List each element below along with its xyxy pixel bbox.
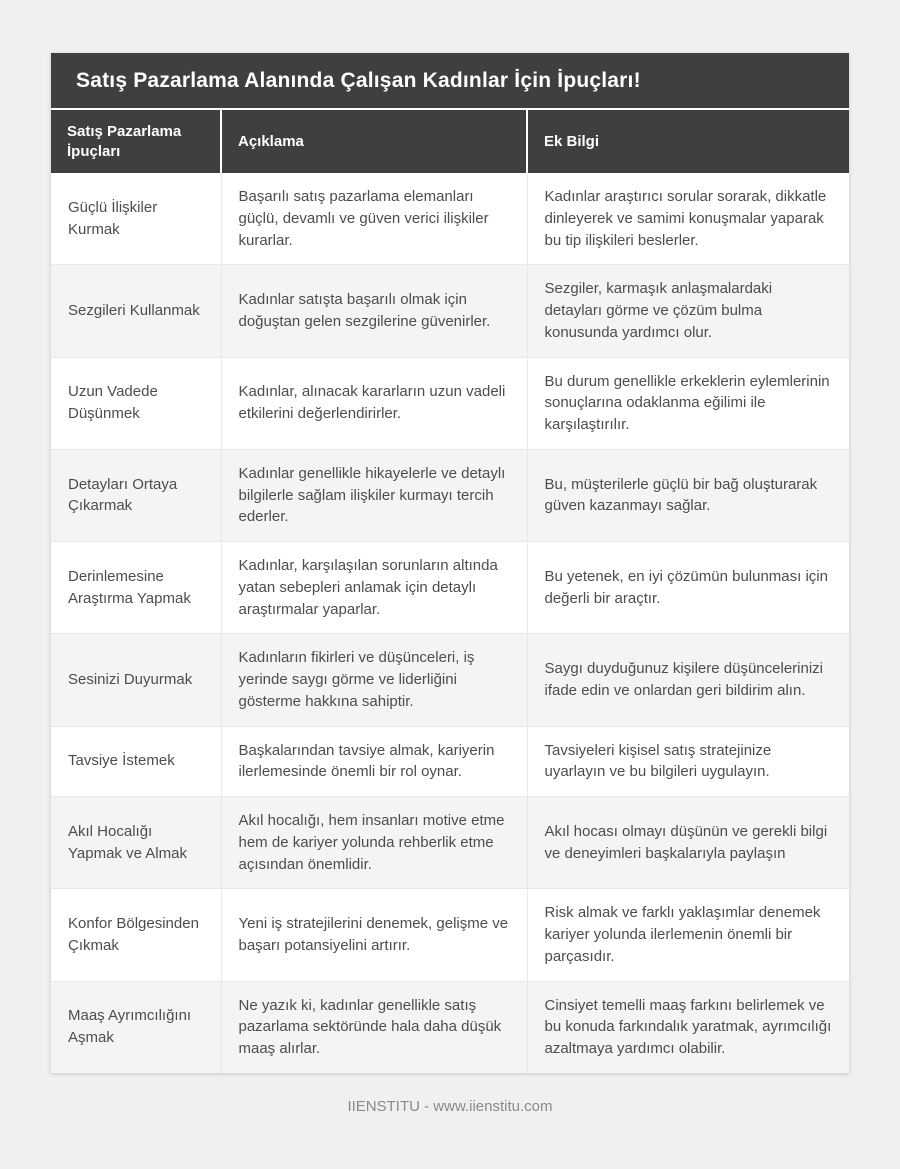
extra-info-cell: Cinsiyet temelli maaş farkını belirlemek ve bu konuda farkındalık yaratmak, ayrımcılığı azaltmaya yardımcı olabilir. [527,981,849,1073]
table-row [51,357,849,449]
tip-name-cell: Güçlü İlişkiler Kurmak [68,198,158,238]
extra-info-cell: Risk almak ve farklı yaklaşımlar denemek kariyer yolunda ilerlemenin önemli bir parçasıdır. [527,889,849,981]
extra-info-cell: Sezgiler, karmaşık anlaşmalardaki detayları görme ve çözüm bulma konusunda yardımcı olur. [527,265,849,357]
table-row [51,173,849,265]
extra-info-cell: Kadınlar araştırıcı sorular sorarak, dikkatle dinleyerek ve samimi konuşmalar yaparak bu tip ilişkileri beslerler. [527,173,849,265]
tip-name-cell: Sezgileri Kullanmak [51,265,221,357]
tip-name-cell: Detayları Ortaya Çıkarmak [51,449,221,541]
table-row [51,726,849,797]
description-cell: Kadınlar, alınacak kararların uzun vadeli etkilerini değerlendirirler. [221,357,527,449]
tip-name-cell: Derinlemesine Araştırma Yapmak [51,542,221,634]
description-cell: Akıl hocalığı, hem insanları motive etme hem de kariyer yolunda rehberlik etme açısından önemlidir. [221,797,527,889]
table-row [51,265,849,357]
column-header-extra-info: Ek Bilgi [527,110,849,173]
tip-name-cell: Sesinizi Duyurmak [51,634,221,726]
tip-name-cell: Konfor Bölgesinden Çıkmak [51,889,221,981]
tips-table [51,110,849,1073]
table-row [51,449,849,541]
table-body [51,173,849,1073]
description-cell: Başarılı satış pazarlama elemanları güçlü, devamlı ve güven verici ilişkiler kurarlar. [221,173,527,265]
footer-text: IIENSTITU - www.iienstitu.com [347,1097,553,1115]
page-background [0,53,900,1169]
table-row [51,634,849,726]
extra-info-cell: Saygı duyduğunuz kişilere düşüncelerinizi ifade edin ve onlardan geri bildirim alın. [527,634,849,726]
description-cell: Başkalarından tavsiye almak, kariyerin ilerlemesinde önemli bir rol oynar. [221,726,527,797]
table-row [51,542,849,634]
description-cell: Yeni iş stratejilerini denemek, gelişme ve başarı potansiyelini artırır. [221,889,527,981]
description-cell: Ne yazık ki, kadınlar genellikle satış pazarlama sektöründe hala daha düşük maaş alırlar. [221,981,527,1073]
table-header-row [51,110,849,173]
column-header-tips: Satış Pazarlama İpuçları [51,110,221,173]
extra-info-cell: Bu yetenek, en iyi çözümün bulunması için değerli bir araçtır. [527,542,849,634]
table-row [51,889,849,981]
description-cell: Kadınların fikirleri ve düşünceleri, iş yerinde saygı görme ve liderliğini gösterme hakkına sahiptir. [221,634,527,726]
extra-info-cell: Tavsiyeleri kişisel satış stratejinize uyarlayın ve bu bilgileri uygulayın. [527,726,849,797]
extra-info-cell: Bu, müşterilerle güçlü bir bağ oluşturarak güven kazanmayı sağlar. [527,449,849,541]
description-cell: Kadınlar genellikle hikayelerle ve detaylı bilgilerle sağlam ilişkiler kurmayı tercih ederler. [221,449,527,541]
tip-name-cell: Uzun Vadede Düşünmek [51,357,221,449]
description-cell: Kadınlar, karşılaşılan sorunların altında yatan sebepleri anlamak için detaylı araştırmalar yaparlar. [221,542,527,634]
table-row [51,797,849,889]
table-row [51,981,849,1073]
tip-name-cell: Maaş Ayrımcılığını Aşmak [51,981,221,1073]
column-header-description: Açıklama [221,110,527,173]
tip-name-cell: Akıl Hocalığı Yapmak ve Almak [51,797,221,889]
extra-info-cell: Akıl hocası olmayı düşünün ve gerekli bilgi ve deneyimleri başkalarıyla paylaşın [527,797,849,889]
page-title: Satış Pazarlama Alanında Çalışan Kadınlar İçin İpuçları! [51,53,849,108]
content-card [51,53,849,1073]
description-cell: Kadınlar satışta başarılı olmak için doğuştan gelen sezgilerine güvenirler. [221,265,527,357]
tip-name-cell: Tavsiye İstemek [51,726,221,797]
extra-info-cell: Bu durum genellikle erkeklerin eylemlerinin sonuçlarına odaklanma eğilimi ile karşılaştırılır. [527,357,849,449]
